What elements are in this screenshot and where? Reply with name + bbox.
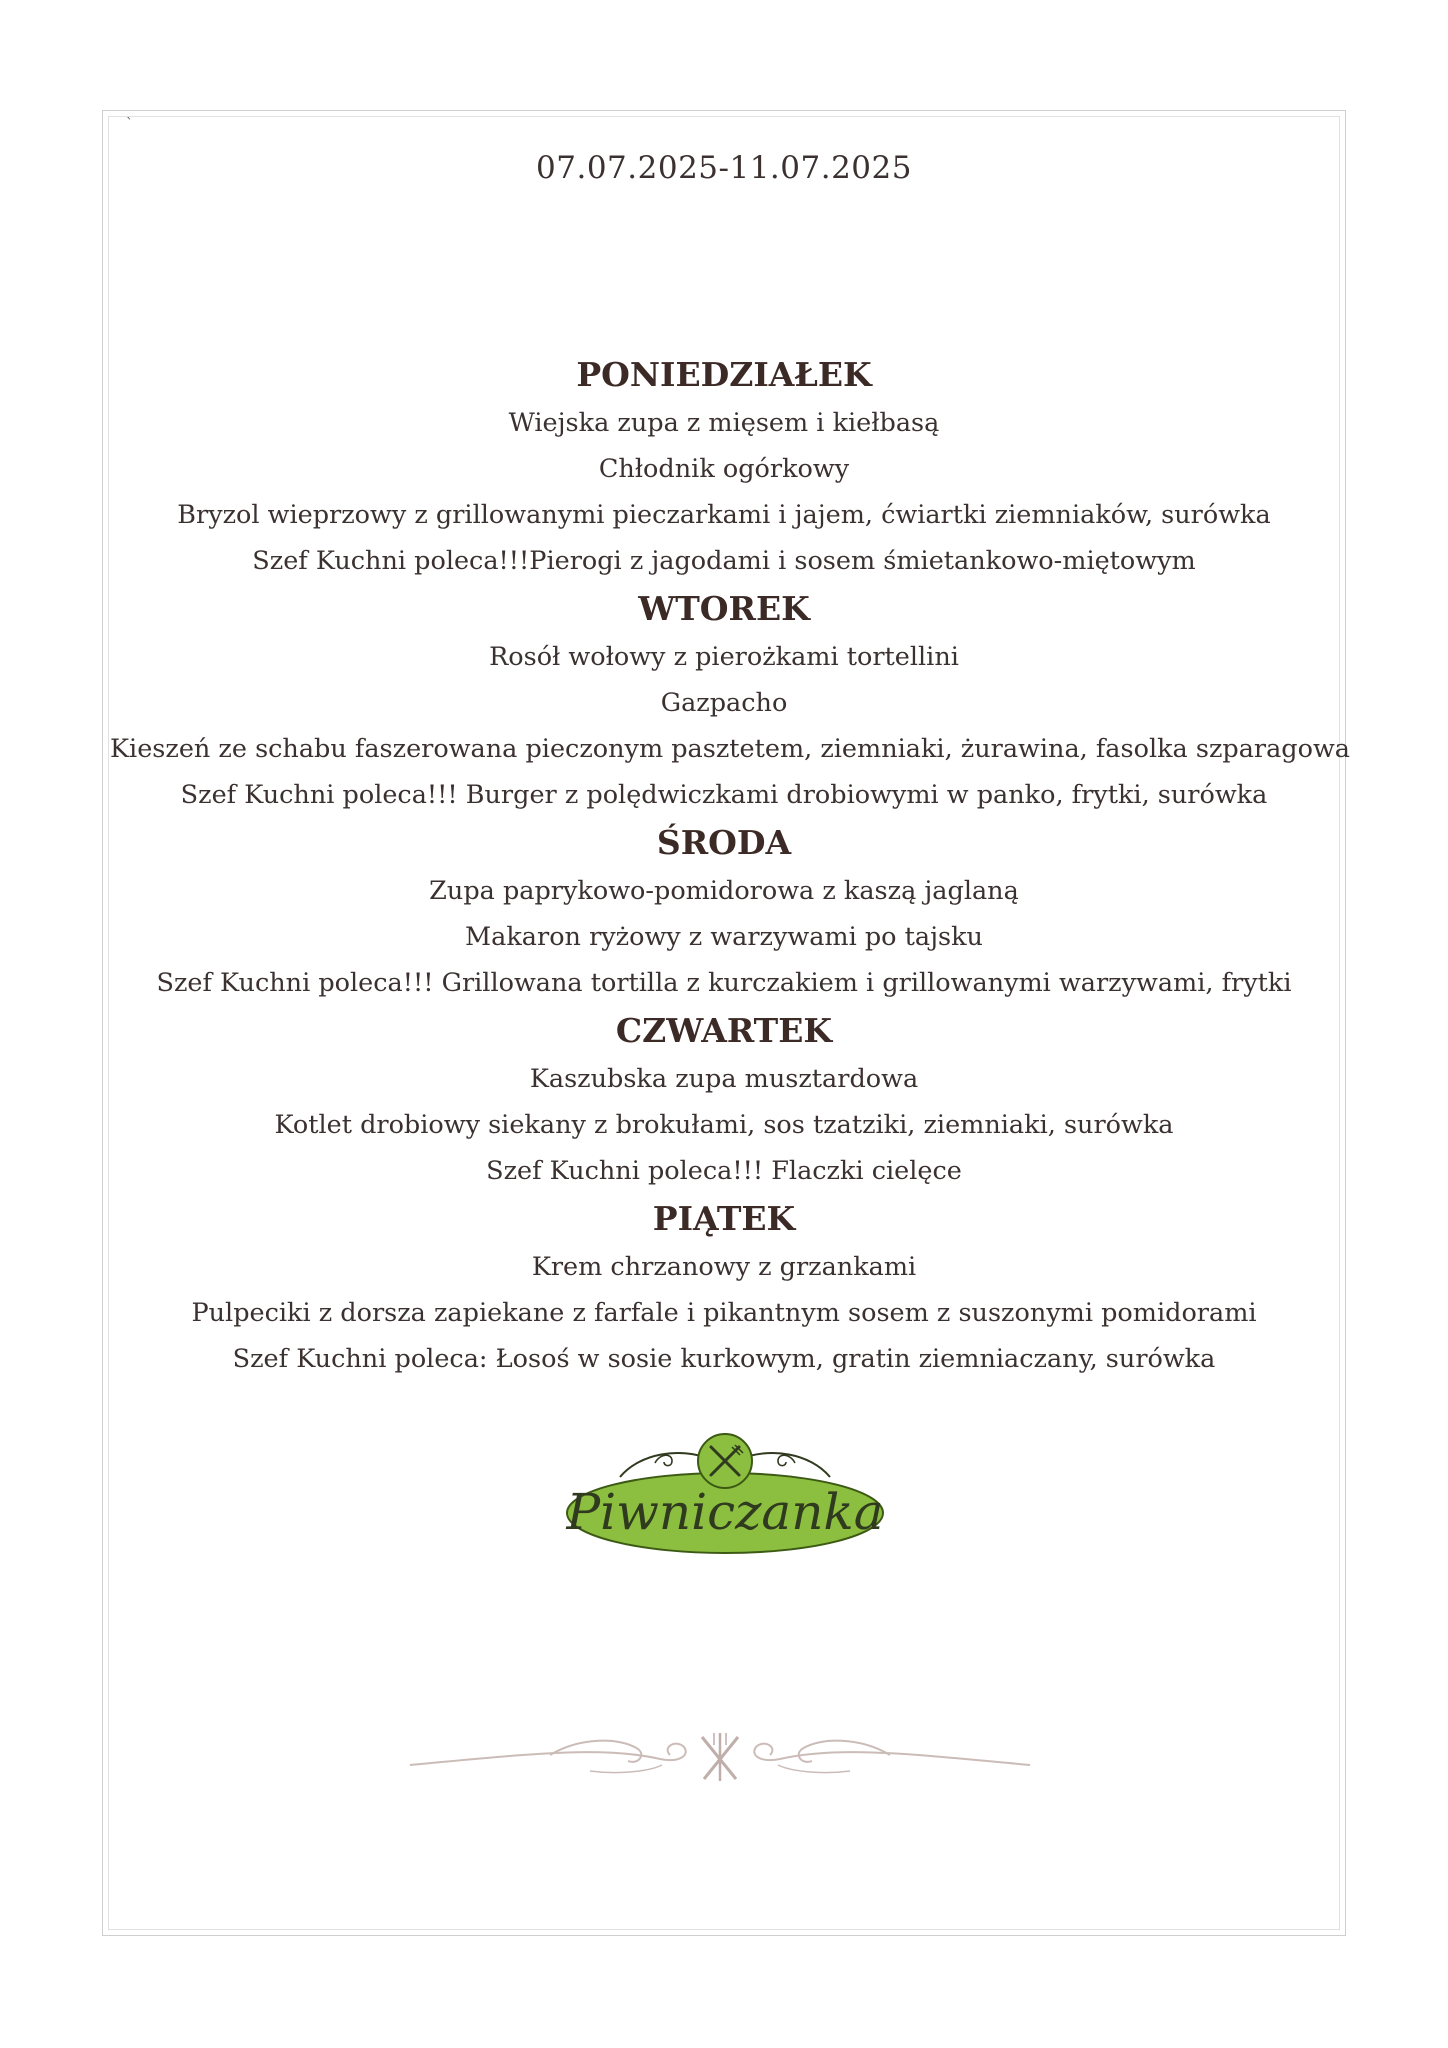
dish-item: Szef Kuchni poleca!!! Burger z polędwiczkami drobiowymi w panko, frytki, surówka bbox=[180, 780, 1268, 810]
logo-text: Piwniczanka bbox=[566, 1483, 884, 1541]
day-wednesday bbox=[110, 818, 1338, 1006]
day-title: CZWARTEK bbox=[615, 1011, 833, 1050]
dish-item: Szef Kuchni poleca!!!Pierogi z jagodami i sosem śmietankowo-miętowym bbox=[252, 546, 1196, 576]
cutlery-flourish-icon bbox=[400, 1715, 1040, 1795]
day-tuesday bbox=[110, 584, 1351, 818]
day-title: PONIEDZIAŁEK bbox=[576, 355, 872, 394]
logo-graphic bbox=[560, 1425, 890, 1555]
day-thursday bbox=[110, 1006, 1338, 1194]
dish-item: Makaron ryżowy z warzywami po tajsku bbox=[465, 922, 983, 952]
dish-item: Pulpeciki z dorsza zapiekane z farfale i pikantnym sosem z suszonymi pomidorami bbox=[191, 1298, 1257, 1328]
dish-item: Wiejska zupa z mięsem i kiełbasą bbox=[508, 408, 940, 438]
dish-item: Gazpacho bbox=[660, 688, 788, 718]
restaurant-logo bbox=[560, 1425, 890, 1555]
dish-item: Rosół wołowy z pierożkami tortellini bbox=[489, 642, 959, 672]
dish-item: Kotlet drobiowy siekany z brokułami, sos tzatziki, ziemniaki, surówka bbox=[274, 1110, 1174, 1140]
dish-item: Kaszubska zupa musztardowa bbox=[529, 1064, 919, 1094]
fork-knife-icon bbox=[698, 1434, 752, 1488]
dish-item: Kieszeń ze schabu faszerowana pieczonym pasztetem, ziemniaki, żurawina, fasolka szparagowa bbox=[110, 734, 1351, 764]
day-title: ŚRODA bbox=[656, 823, 792, 862]
dish-item: Szef Kuchni poleca!!! Flaczki cielęce bbox=[486, 1156, 962, 1186]
day-friday bbox=[110, 1194, 1338, 1382]
dish-item: Szef Kuchni poleca: Łosoś w sosie kurkowym, gratin ziemniaczany, surówka bbox=[232, 1344, 1216, 1374]
corner-mark: ` bbox=[126, 116, 133, 132]
day-monday bbox=[110, 350, 1338, 584]
weekly-menu bbox=[110, 350, 1351, 1382]
dish-item: Szef Kuchni poleca!!! Grillowana tortilla z kurczakiem i grillowanymi warzywami, frytki bbox=[156, 968, 1292, 998]
dish-item: Chłodnik ogórkowy bbox=[598, 454, 850, 484]
dish-item: Krem chrzanowy z grzankami bbox=[531, 1252, 917, 1282]
date-range: 07.07.2025-11.07.2025 bbox=[536, 150, 912, 186]
day-title: PIĄTEK bbox=[652, 1199, 796, 1238]
dish-item: Bryzol wieprzowy z grillowanymi pieczarkami i jajem, ćwiartki ziemniaków, surówka bbox=[177, 500, 1271, 530]
dish-item: Zupa paprykowo-pomidorowa z kaszą jaglaną bbox=[429, 876, 1019, 906]
day-title: WTOREK bbox=[638, 589, 810, 628]
